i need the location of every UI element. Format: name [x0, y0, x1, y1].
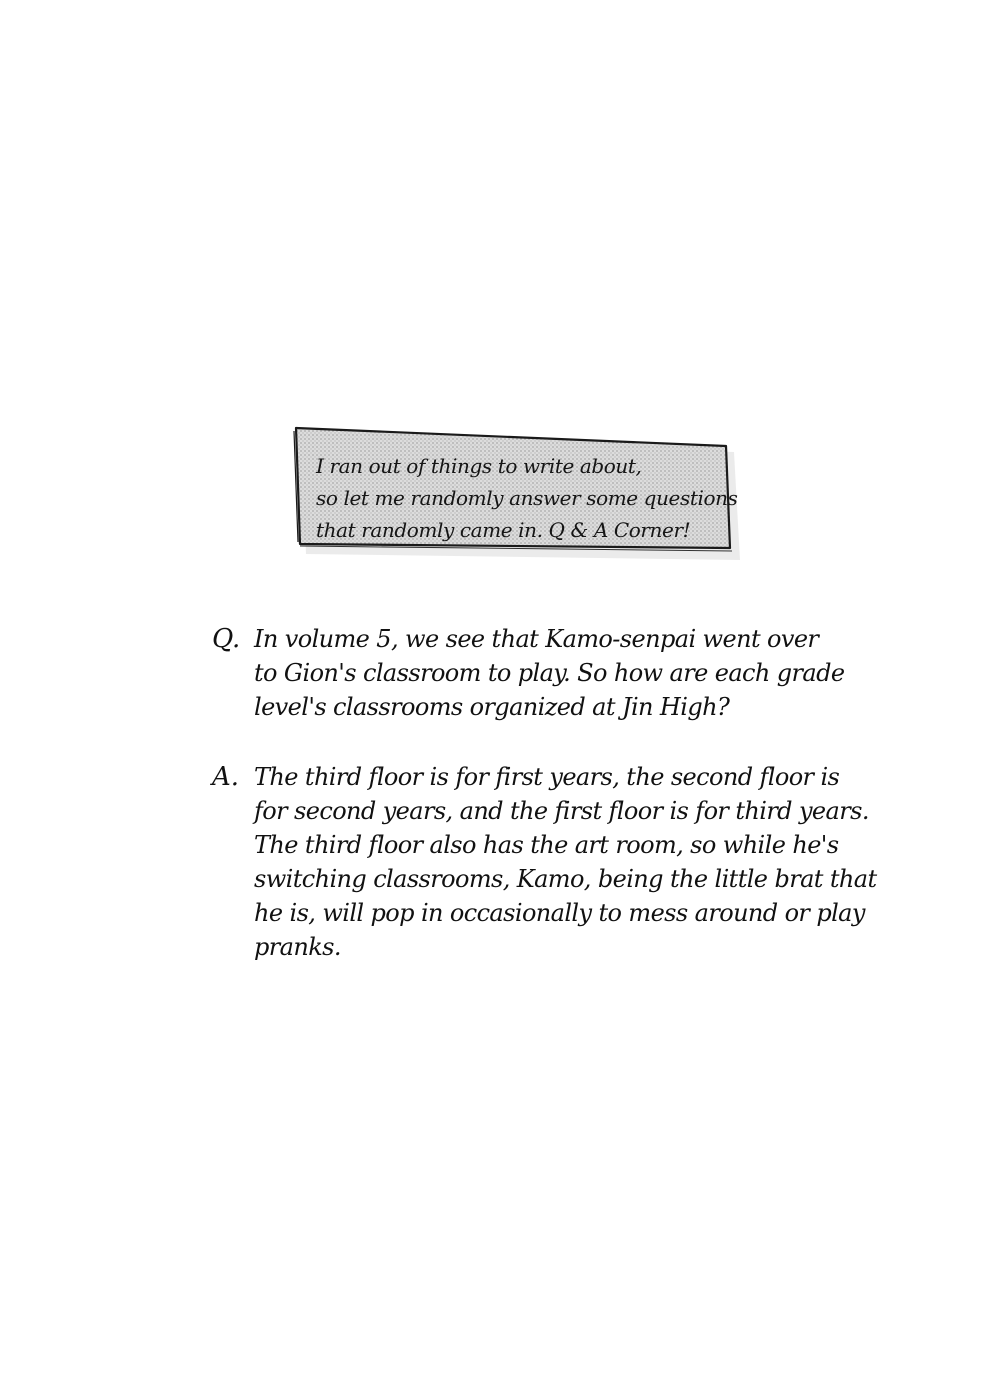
answer-line: he is, will pop in occasionally to mess around or play — [254, 899, 865, 927]
intro-line: that randomly came in. Q & A Corner! — [316, 518, 691, 542]
intro-line: I ran out of things to write about, — [316, 454, 642, 478]
answer-line: The third floor is for first years, the second floor is — [254, 763, 840, 791]
question-text — [254, 622, 854, 724]
question-marker: Q. — [212, 624, 241, 654]
answer-marker: A. — [212, 762, 240, 792]
intro-caption-box — [288, 422, 750, 564]
question-line: to Gion's classroom to play. So how are each grade — [254, 659, 845, 687]
intro-caption-text — [316, 450, 736, 546]
question-line: level's classrooms organized at Jin High? — [254, 693, 730, 721]
intro-line: so let me randomly answer some questions — [316, 486, 738, 510]
answer-text — [254, 760, 877, 964]
answer-line: for second years, and the first floor is for third years. — [254, 797, 869, 825]
question-line: In volume 5, we see that Kamo-senpai went over — [254, 625, 819, 653]
answer-line: switching classrooms, Kamo, being the little brat that — [254, 865, 877, 893]
answer-line: The third floor also has the art room, so while he's — [254, 831, 839, 859]
answer-line: pranks. — [254, 933, 341, 961]
